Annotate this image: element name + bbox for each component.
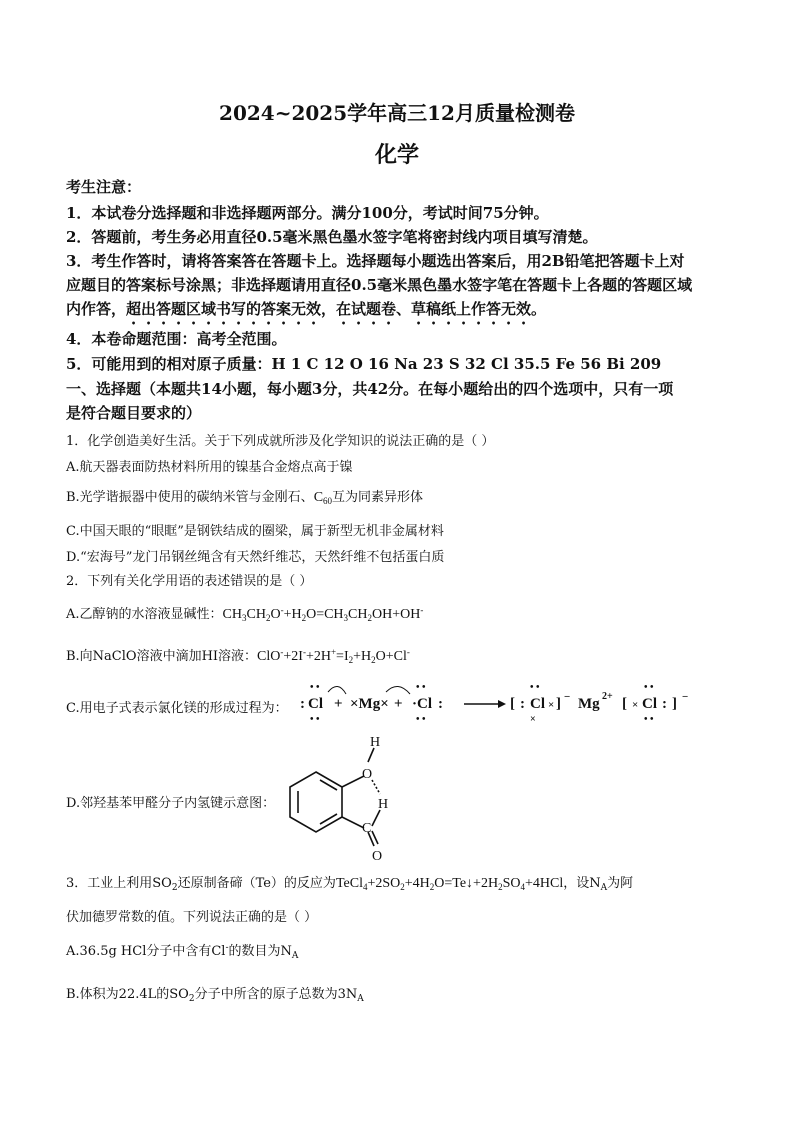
q3-stem-line2: 伏加德罗常数的值。下列说法正确的是（ ）	[66, 910, 318, 925]
svg-text::: :	[662, 696, 667, 712]
svg-text:×: ×	[530, 714, 536, 725]
svg-text:]: ]	[556, 696, 561, 712]
svg-text:+: +	[334, 696, 343, 712]
svg-text:• •: • •	[530, 682, 540, 693]
q3-option-a-text: A.36.5g HCl分子中含有Cl	[66, 944, 226, 959]
c60-formula	[314, 490, 332, 505]
svg-text:O: O	[362, 767, 373, 782]
q3-stem-text-3: ，设N	[563, 876, 601, 891]
svg-text:• •: • •	[310, 682, 320, 693]
svg-text:[: [	[622, 696, 627, 712]
q2-option-a-equation: $CH_3CH_2O^-+H_2O=CH_3CH_2OH+OH^-$	[222, 605, 424, 623]
svg-text:−: −	[564, 691, 571, 703]
hydrogen-bond-structure	[286, 736, 396, 862]
q3-stem-text-4: 为阿	[607, 876, 634, 891]
svg-text:H: H	[378, 797, 389, 812]
notice-item-3-line3-start: 内作答，	[66, 300, 127, 318]
svg-text:• •: • •	[416, 714, 426, 725]
svg-text:Cl: Cl	[642, 696, 657, 712]
svg-text:×Mg×: ×Mg×	[350, 696, 389, 712]
svg-text:• •: • •	[416, 682, 426, 693]
svg-text:• •: • •	[644, 714, 654, 725]
q2-option-b	[66, 645, 410, 665]
q1-option-b-tail: 互为同素异形体	[332, 490, 424, 505]
q1-option-d: D.“宏海号”龙门吊钢丝绳含有天然纤维芯，天然纤维不包括蛋白质	[66, 550, 445, 565]
q3-option-a: A.36.5g HCl分子中含有Cl-的数目为$N_A$	[66, 943, 299, 961]
svg-text:H: H	[370, 736, 381, 750]
q2-option-d-label: D.邻羟基苯甲醛分子内氢键示意图：	[66, 796, 276, 811]
q3-option-a-text-2: 的数目为N	[228, 944, 292, 959]
q3-option-b: B.体积为22.4L的$SO_2$分子中所含的原子总数为$3N_A$	[66, 987, 364, 1004]
svg-text:[: [	[510, 696, 515, 712]
q3-option-b-text: B.体积为22.4L的SO	[66, 987, 189, 1002]
svg-text::: :	[300, 696, 305, 712]
q3-stem-text-2: 还原制备碲（Te）的反应为	[177, 876, 336, 891]
notice-item-1: 1．本试卷分选择题和非选择题两部分。满分100分，考试时间75分钟。	[66, 204, 549, 222]
svg-text:×: ×	[632, 699, 639, 711]
q1-option-a: A.航天器表面防热材料所用的镍基合金熔点高于镍	[66, 460, 353, 475]
svg-text:·Cl: ·Cl	[412, 696, 433, 712]
q1-option-b	[66, 486, 423, 506]
notice-item-5: 5．可能用到的相对原子质量：H 1 C 12 O 16 Na 23 S 32 Cl 35.5 Fe 56 Bi 209	[66, 355, 662, 373]
q2-option-a	[66, 603, 423, 623]
section-heading-line2: 是符合题目要求的）	[66, 404, 202, 422]
notice-heading: 考生注意：	[66, 178, 142, 196]
exam-title: 2024~2025学年高三12月质量检测卷	[219, 101, 575, 125]
q1-option-c: C.中国天眼的“眼眶”是钢铁结成的圈梁，属于新型无机非金属材料	[66, 524, 444, 539]
svg-text:Cl: Cl	[308, 696, 323, 712]
svg-text:2+: 2+	[602, 691, 613, 702]
c60-subscript: 60	[323, 496, 333, 506]
svg-text:]: ]	[672, 696, 677, 712]
svg-text:C: C	[362, 821, 372, 836]
svg-text:+: +	[394, 696, 403, 712]
notice-item-3-emphasis: 超出答题区域书写的答案无效，在试题卷、草稿纸上作答无效	[126, 300, 532, 318]
lewis-formation-diagram	[298, 680, 718, 726]
q3-stem-line1: 3．工业上利用$SO_2$还原制备碲（Te）的反应为$TeCl_4+2SO_2+4H_2O=Te↓+2H_2SO_4+4HCl$，设$N_A$为阿	[66, 876, 634, 893]
svg-text:• •: • •	[310, 714, 320, 725]
subject-title: 化学	[374, 142, 419, 168]
q2-stem: 2．下列有关化学用语的表述错误的是（ ）	[66, 574, 313, 589]
q2-option-c-label: C.用电子式表示氯化镁的形成过程为：	[66, 701, 288, 716]
svg-text::: :	[438, 696, 443, 712]
notice-item-4: 4．本卷命题范围：高考全范围。	[66, 330, 287, 348]
q2-option-a-text: A.乙醇钠的水溶液显碱性：	[66, 607, 223, 622]
c60-symbol: C	[313, 490, 324, 505]
notice-item-2: 2．答题前，考生务必用直径0.5毫米黑色墨水签字笔将密封线内项目填写清楚。	[66, 228, 598, 246]
svg-text:Mg: Mg	[578, 696, 600, 712]
svg-text:Cl: Cl	[530, 696, 545, 712]
q2-option-b-equation: $ClO^-+2I^-+2H^+=I_2+H_2O+Cl^-$	[257, 647, 410, 665]
q2-option-b-text: B.向NaClO溶液中滴加HI溶液：	[66, 649, 258, 664]
q3-option-b-text-2: 分子中所含的原子总数为3N	[194, 987, 358, 1002]
svg-text:×: ×	[548, 699, 555, 711]
svg-text::: :	[520, 696, 525, 712]
q1-option-b-text: B.光学谐振器中使用的碳纳米管与金刚石、	[66, 490, 314, 505]
q1-stem: 1．化学创造美好生活。关于下列成就所涉及化学知识的说法正确的是（ ）	[66, 434, 495, 449]
notice-item-3-line1: 3．考生作答时，请将答案答在答题卡上。选择题每小题选出答案后，用2B铅笔把答题卡上对	[66, 252, 685, 270]
svg-text:−: −	[682, 691, 689, 703]
notice-item-3-line2: 应题目的答案标号涂黑；非选择题请用直径0.5毫米黑色墨水签字笔在答题卡上各题的答题区域	[66, 276, 693, 294]
q3-reaction-equation: $TeCl_4+2SO_2+4H_2O=Te↓+2H_2SO_4+4HCl$	[335, 876, 564, 892]
svg-text:• •: • •	[644, 682, 654, 693]
svg-text:O: O	[372, 849, 383, 862]
notice-item-3-line3	[66, 298, 546, 328]
q3-stem-text-1: 3．工业上利用SO	[66, 876, 172, 891]
notice-item-3-end: 。	[531, 300, 547, 318]
section-heading-line1: 一、选择题（本题共14小题，每小题3分，共42分。在每小题给出的四个选项中，只有一项	[66, 380, 674, 398]
